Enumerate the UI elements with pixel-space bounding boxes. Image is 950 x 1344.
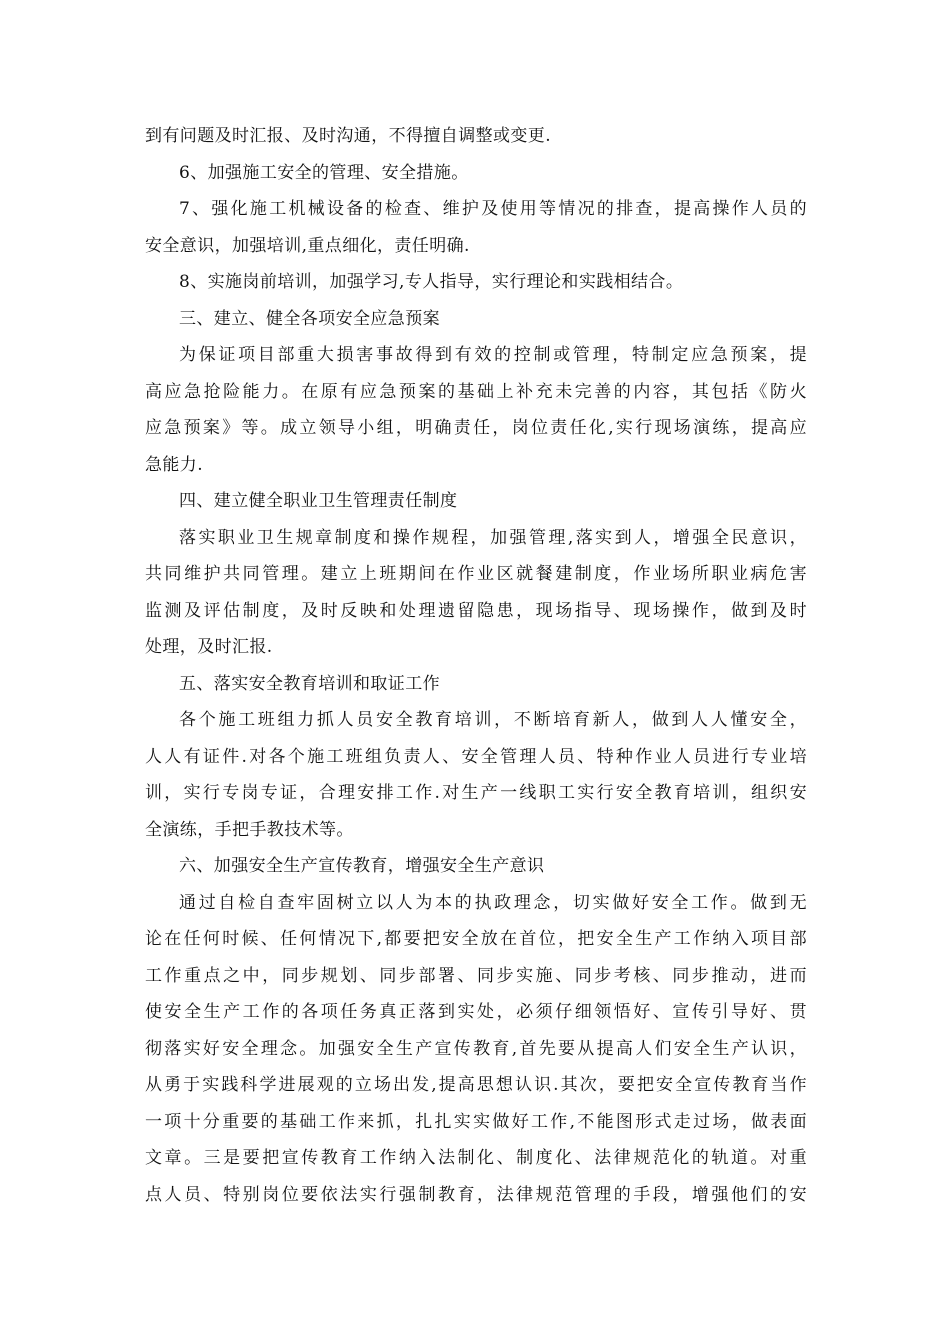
paragraph-line: 监测及评估制度，及时反映和处理遗留隐患，现场指导、现场操作，做到及时 [145, 600, 807, 621]
paragraph-line: 人人有证件.对各个施工班组负责人、安全管理人员、特种作业人员进行专业培 [145, 746, 807, 767]
paragraph-line: 处理，及时汇报. [145, 637, 273, 657]
paragraph-line: 工作重点之中，同步规划、同步部署、同步实施、同步考核、同步推动，进而 [145, 965, 807, 986]
list-item-8: 8、实施岗前培训，加强学习,专人指导，实行理论和实践相结合。 [179, 272, 684, 292]
paragraph-line: 共同维护共同管理。建立上班期间在作业区就餐建制度，作业场所职业病危害 [145, 564, 807, 584]
paragraph-line: 训，实行专岗专证，合理安排工作.对生产一线职工实行安全教育培训，组织安 [145, 783, 807, 803]
paragraph-line: 通过自检自查牢固树立以人为本的执政理念，切实做好安全工作。做到无 [179, 892, 807, 913]
paragraph-line: 全演练，手把手教技术等。 [145, 819, 354, 840]
section-heading-5: 五、落实安全教育培训和取证工作 [179, 673, 440, 694]
list-item-7: 7、强化施工机械设备的检查、维护及使用等情况的排查，提高操作人员的 [179, 199, 807, 219]
list-item-6: 6、加强施工安全的管理、安全措施。 [179, 162, 469, 183]
paragraph-line: 彻落实好安全理念。加强安全生产宣传教育,首先要从提高人们安全生产认识， [145, 1038, 807, 1059]
paragraph-line: 一项十分重要的基础工作来抓，扎扎实实做好工作,不能图形式走过场，做表面 [145, 1111, 807, 1132]
paragraph-line: 各个施工班组力抓人员安全教育培训，不断培育新人，做到人人懂安全， [179, 710, 807, 730]
paragraph-line: 文章。三是要把宣传教育工作纳入法制化、制度化、法律规范化的轨道。对重 [145, 1148, 807, 1168]
paragraph-line: 到有问题及时汇报、及时沟通，不得擅自调整或变更. [145, 126, 552, 146]
paragraph-line: 安全意识，加强培训,重点细化，责任明确. [145, 235, 470, 256]
paragraph-line: 为保证项目部重大损害事故得到有效的控制或管理，特制定应急预案，提 [179, 345, 807, 365]
paragraph-line: 从勇于实践科学进展观的立场出发,提高思想认识.其次，要把安全宣传教育当作 [145, 1075, 807, 1095]
paragraph-line: 急能力. [145, 454, 204, 475]
section-heading-4: 四、建立健全职业卫生管理责任制度 [179, 491, 458, 511]
paragraph-line: 落实职业卫生规章制度和操作规程，加强管理,落实到人，增强全民意识， [179, 527, 807, 548]
section-heading-6: 六、加强安全生产宣传教育，增强安全生产意识 [179, 856, 545, 876]
paragraph-line: 应急预案》等。成立领导小组，明确责任，岗位责任化,实行现场演练，提高应 [145, 418, 807, 438]
paragraph-line: 使安全生产工作的各项任务真正落到实处，必须仔细领悟好、宣传引导好、贯 [145, 1002, 807, 1022]
paragraph-line: 高应急抢险能力。在原有应急预案的基础上补充未完善的内容，其包括《防火 [145, 381, 807, 402]
document-body [145, 118, 807, 1213]
paragraph-line: 点人员、特别岗位要依法实行强制教育，法律规范管理的手段，增强他们的安 [145, 1184, 807, 1205]
paragraph-line: 论在任何时候、任何情况下,都要把安全放在首位，把安全生产工作纳入项目部 [145, 929, 807, 949]
section-heading-3: 三、建立、健全各项安全应急预案 [179, 308, 440, 329]
